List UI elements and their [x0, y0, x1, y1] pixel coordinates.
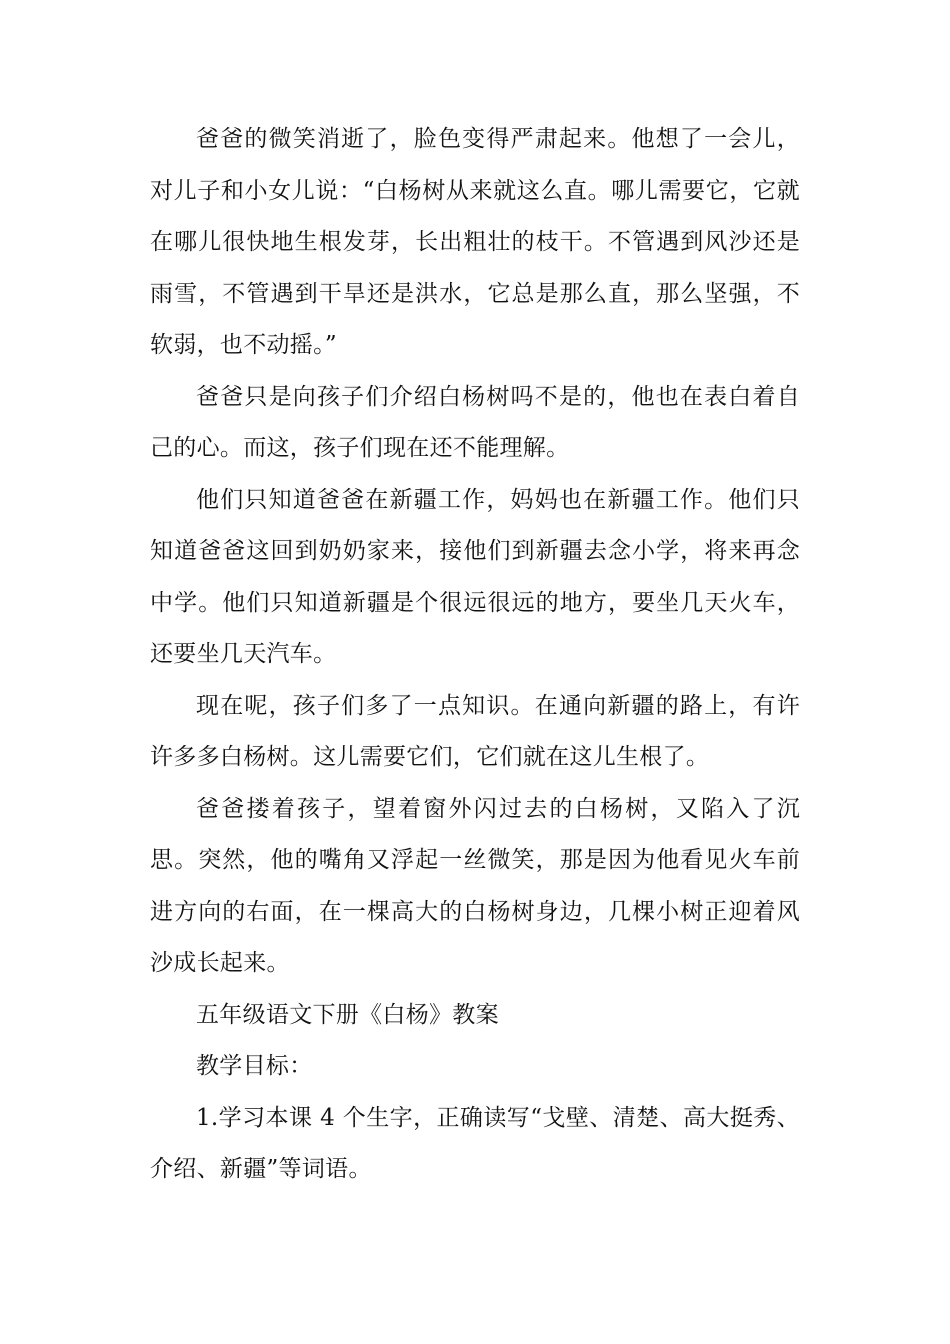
- document-body: [150, 114, 800, 1196]
- paragraph-children-know: 他们只知道爸爸在新疆工作，妈妈也在新疆工作。他们只知道爸爸这回到奶奶家来，接他们到新疆去念小学，将来再念中学。他们只知道新疆是个很远很远的地方，要坐几天火车，还要坐几天汽车。: [150, 486, 800, 667]
- teaching-goal-item-1: 1.学习本课 4 个生字，正确读写“戈壁、清楚、高大挺秀、介绍、新疆”等词语。: [150, 1104, 800, 1182]
- paragraph-father-heart: 爸爸只是向孩子们介绍白杨树吗不是的，他也在表白着自己的心。而这，孩子们现在还不能理解。: [150, 383, 800, 461]
- lesson-plan-title: 五年级语文下册《白杨》教案: [196, 1001, 499, 1028]
- teaching-goals-heading: 教学目标：: [196, 1053, 313, 1079]
- paragraph-new-knowledge: 现在呢，孩子们多了一点知识。在通向新疆的路上，有许许多多白杨树。这儿需要它们，它们就在这儿生根了。: [150, 692, 800, 770]
- paragraph-father-explains: 爸爸的微笑消逝了，脸色变得严肃起来。他想了一会儿，对儿子和小女儿说：“白杨树从来就这么直。哪儿需要它，它就在哪儿很快地生根发芽，长出粗壮的枝干。不管遇到风沙还是雨雪，不管遇到干旱还是洪水，它总是那么直，那么坚强，不软弱，也不动摇。”: [150, 126, 800, 358]
- paragraph-father-smile: 爸爸搂着孩子，望着窗外闪过去的白杨树，又陷入了沉思。突然，他的嘴角又浮起一丝微笑，那是因为他看见火车前进方向的右面，在一棵高大的白杨树身边，几棵小树正迎着风沙成长起来。: [150, 795, 800, 976]
